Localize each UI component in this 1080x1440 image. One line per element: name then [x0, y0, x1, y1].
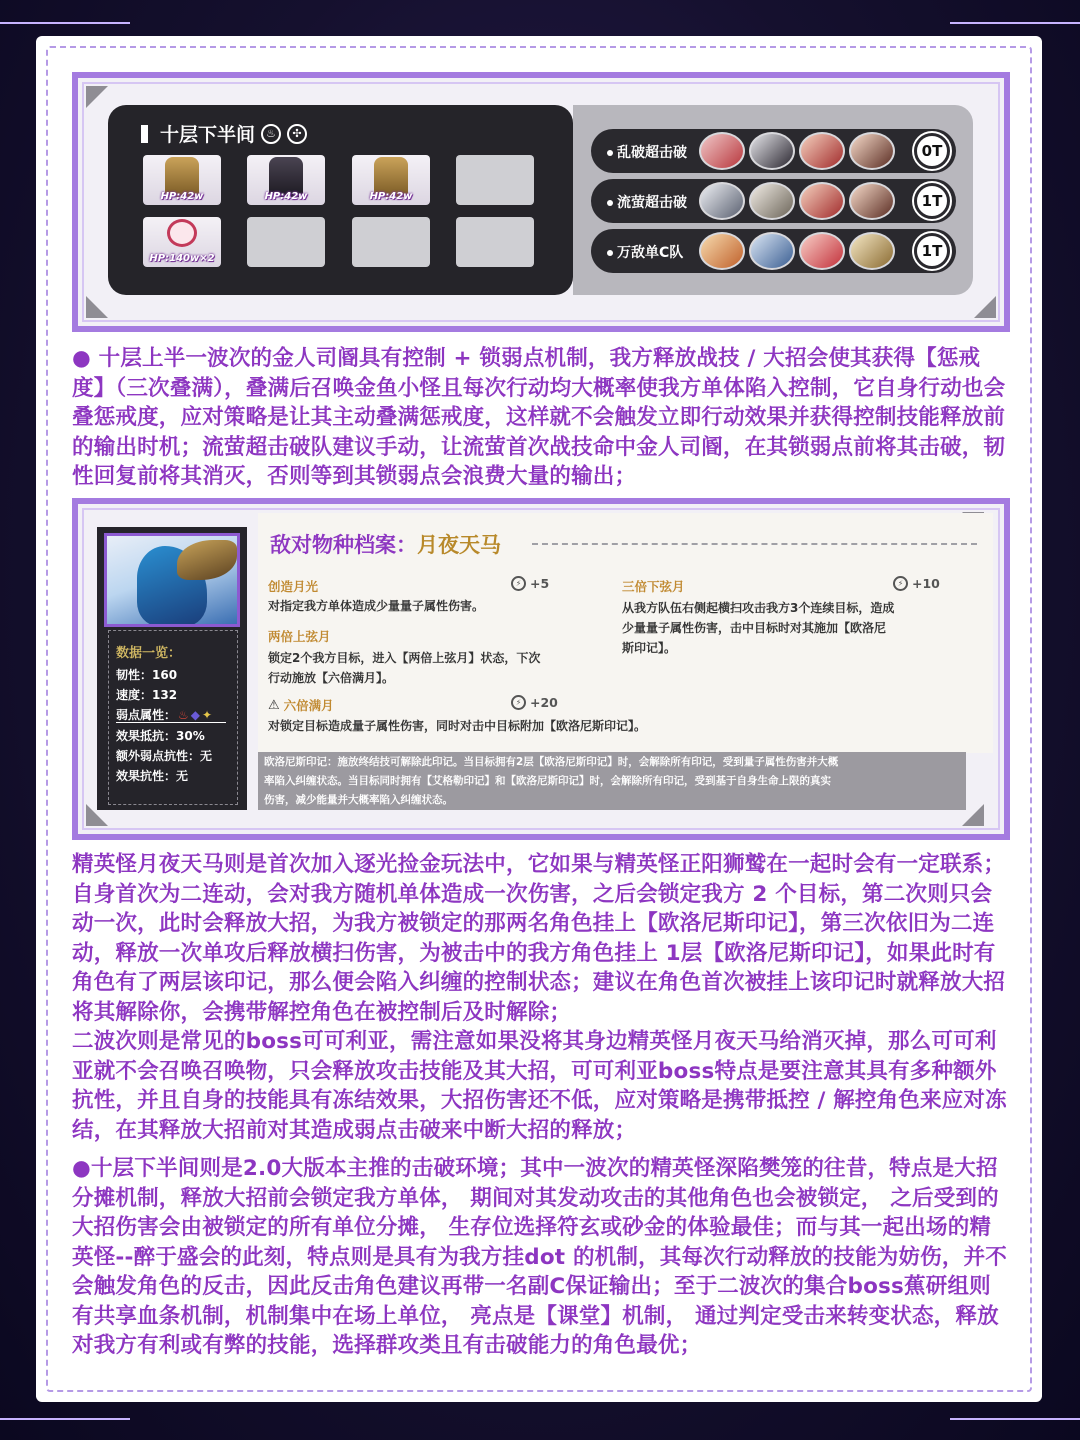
bullet-dot: [607, 150, 613, 156]
corner-triangle: [86, 86, 108, 108]
skill-name: 三倍下弦月: [622, 579, 685, 594]
mascot-boss-icon: [167, 219, 197, 247]
fire-weakness-icon: ♨: [178, 707, 189, 722]
enemy-slot[interactable]: [247, 155, 325, 205]
energy-icon: ⚡: [511, 695, 526, 710]
profile-title-prefix: 敌对物种档案：: [270, 533, 417, 557]
skill-desc: 对指定我方单体造成少量量子属性伤害。: [268, 599, 485, 613]
corner-line: [0, 22, 130, 24]
team-portraits: [699, 182, 895, 220]
skill-energy: [511, 576, 549, 591]
stat-effect-res: 效果抵抗：30%: [116, 729, 205, 743]
stat-toughness: 韧性：160: [116, 668, 178, 682]
wind-icon: ✣: [287, 124, 307, 144]
enemy-slot[interactable]: [143, 155, 221, 205]
enemy-hp: HP:140w×2: [149, 253, 215, 264]
bullet-dot: [607, 250, 613, 256]
skill-energy-value: +10: [912, 576, 940, 591]
skill-desc: 对锁定目标造成量子属性伤害，同时对击中目标附加【欧洛尼斯印记】。: [268, 719, 647, 733]
team-row[interactable]: [591, 229, 956, 273]
enemy-slot-empty: [456, 217, 534, 267]
strategy-paragraph: 精英怪月夜天马则是首次加入逐光捡金玩法中，它如果与精英怪正阳狮鹫在一起时会有一定联系；自身首次为二连动，会对我方随机单体造成一次伤害，之后会锁定我方 2 个目标，第二次则只会动一次，此时会释放大招，为我方被锁定的那两名角色挂上【欧洛尼斯印记】，第三次依旧为二连动，释放一次单攻后释放横扫伤害，为被击中的我方角色挂上 1层【欧洛尼斯印记】，如果此时有角色有了两层该印记，那么便会陷入纠缠的控制状态；建议在角色首次被挂上该印记时就释放大招将其解除你，会携带解控角色在被控制后及时解除；: [72, 852, 1006, 1025]
character-portrait: [849, 232, 895, 270]
enemy-slot[interactable]: [143, 217, 221, 267]
turn-badge: 0T: [914, 133, 950, 169]
stat-effect-resist: 效果抗性：无: [116, 769, 189, 783]
mark-note: [258, 752, 966, 810]
stat-extra-weak-res: 额外弱点抗性：无: [116, 749, 213, 763]
enemy-slot-empty: [247, 217, 325, 267]
imaginary-weakness-icon: ✦: [202, 707, 213, 722]
bullet-dot: [607, 200, 613, 206]
skill-desc: 从我方队伍右侧起横扫攻击我方3个连续目标，造成: [622, 601, 895, 615]
team-name: [607, 242, 683, 262]
character-portrait: [799, 232, 845, 270]
enemy-hp: HP:42w: [264, 191, 308, 202]
skill-energy: [893, 576, 940, 591]
team-portraits: [699, 132, 895, 170]
skill-energy-value: +20: [530, 695, 558, 710]
character-portrait: [849, 132, 895, 170]
enemy-hp: HP:42w: [160, 191, 204, 202]
team-name-text: 万敌单C队: [617, 245, 684, 261]
enemy-slot-empty: [352, 217, 430, 267]
strategy-paragraph: 二波次则是常见的boss可可利亚，需注意如果没将其身边精英怪月夜天马给消灭掉，那么可可利亚就不会召唤召唤物，只会释放攻击技能及其大招，可可利亚boss特点是要注意其具有多种额外抗性，并且自身的技能具有冻结效果，大招伤害还不低，应对策略是携带抵控 / 解控角色来应对冻结，在其释放大招前对其造成弱点击破来中断大招的释放；: [72, 1029, 1007, 1143]
team-name: [607, 142, 687, 162]
skill-energy: [511, 695, 558, 710]
turn-badge: 1T: [914, 233, 950, 269]
character-portrait: [699, 182, 745, 220]
title-bar: [141, 125, 148, 143]
character-portrait: [799, 132, 845, 170]
fire-icon: ♨: [261, 124, 281, 144]
mark-note-line: 伤害，减少能量并大概率陷入纠缠状态。: [264, 794, 453, 806]
profile-dash-line: [532, 543, 977, 545]
character-portrait: [749, 232, 795, 270]
corner-triangle: [86, 296, 108, 318]
character-portrait: [699, 232, 745, 270]
character-portrait: [849, 182, 895, 220]
character-portrait: [699, 132, 745, 170]
team-name-text: 乱破超击破: [617, 145, 687, 161]
skill-name: 两倍上弦月: [268, 629, 331, 644]
stat-weakness: [116, 706, 212, 723]
warning-icon: ⚠: [268, 697, 280, 713]
energy-icon: ⚡: [511, 576, 526, 591]
enemy-slot-empty: [456, 155, 534, 205]
strategy-paragraph: ● 十层上半一波次的金人司阍具有控制 + 锁弱点机制，我方释放战技 / 大招会使其获得【惩戒度】（三次叠满），叠满后召唤金鱼小怪且每次行动均大概率使我方单体陷入控制，它自身行动也会叠惩戒度，应对策略是让其主动叠满惩戒度，这样就不会触发立即行动效果并获得控制技能释放前的输出时机；流萤超击破队建议手动，让流萤首次战技命中金人司阍，在其锁弱点前将其击破，韧性回复前将其消灭，否则等到其锁弱点会浪费大量的输出；: [72, 346, 1006, 489]
character-portrait: [799, 182, 845, 220]
stats-title: 数据一览：: [116, 646, 182, 661]
enemy-hp: HP:42w: [369, 191, 413, 202]
skill-name: 创造月光: [268, 579, 319, 594]
skill-desc: 行动施放【六倍满月】。: [268, 671, 395, 685]
stat-divider: [116, 722, 226, 723]
mark-note-line: 欧洛尼斯印记：施放终结技可解除此印记。当目标拥有2层【欧洛尼斯印记】时，会解除所有印记，受到量子属性伤害并大概: [264, 756, 839, 768]
corner-line: [950, 22, 1080, 24]
skill-desc: 锁定2个我方目标，进入【两倍上弦月】状态，下次: [268, 651, 541, 665]
corner-line: [950, 1418, 1080, 1420]
stage-title-text: 十层下半间: [160, 124, 256, 146]
stat-weakness-label: 弱点属性：: [116, 708, 177, 722]
team-row[interactable]: [591, 129, 956, 173]
profile-title: [270, 529, 501, 559]
skill-name-ultimate: [268, 696, 334, 714]
team-portraits: [699, 232, 895, 270]
character-portrait: [749, 182, 795, 220]
corner-triangle: [974, 296, 996, 318]
turn-badge: 1T: [914, 183, 950, 219]
character-portrait: [749, 132, 795, 170]
energy-icon: ⚡: [893, 576, 908, 591]
strategy-paragraph: ●十层下半间则是2.0大版本主推的击破环境；其中一波次的精英怪深陷樊笼的往昔，特点是大招分摊机制，释放大招前会锁定我方单体， 期间对其发动攻击的其他角色也会被锁定， 之后受到的大招伤害会由被锁定的所有单位分摊， 生存位选择符玄或砂金的体验最佳；而与其一起出场的精英怪--醉于盛会的此刻，特点则是具有为我方挂dot 的机制，其每次行动释放的技能为妨伤，并不会触发角色的反击，因此反击角色建议再带一名副C保证输出；至于二波次的集合boss蕉研组则有共享血条机制，机制集中在场上单位， 亮点是【课堂】机制， 通过判定受击来转变状态，释放对我方有利或有弊的技能，选择群攻类且有击破能力的角色最优；: [72, 1156, 1007, 1358]
mark-note-line: 率陷入纠缠状态。当目标同时拥有【艾格勒印记】和【欧洛尼斯印记】时，会解除所有印记，受到基于自身生命上限的真实: [264, 775, 831, 787]
team-name-text: 流萤超击破: [617, 195, 687, 211]
skill-name-text: 六倍满月: [283, 698, 334, 713]
skill-energy-value: +5: [530, 576, 550, 591]
skill-desc: 少量量子属性伤害，击中目标时对其施加【欧洛尼: [622, 621, 887, 635]
quantum-weakness-icon: ◆: [190, 707, 201, 722]
skill-desc: 斯印记】。: [622, 641, 677, 655]
team-name: [607, 192, 687, 212]
stat-speed: 速度：132: [116, 688, 178, 702]
moonlit-pegasus-portrait: [104, 533, 240, 627]
stage-title: [141, 120, 307, 147]
corner-line: [0, 1418, 130, 1420]
enemy-name: 月夜天马: [417, 533, 501, 557]
wing-icon: [177, 540, 237, 580]
enemy-slot[interactable]: [352, 155, 430, 205]
team-row[interactable]: [591, 179, 956, 223]
